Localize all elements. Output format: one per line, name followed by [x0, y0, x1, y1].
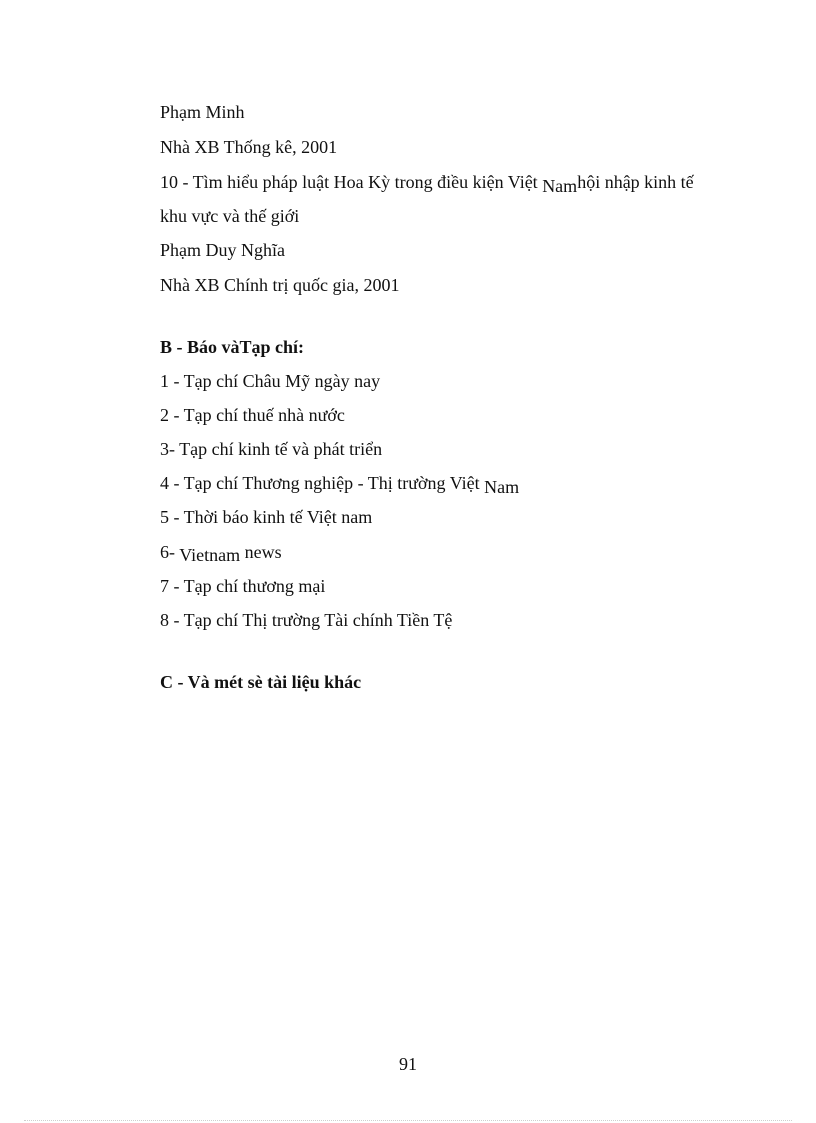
section-b-heading: B - Báo vàTạp chí:	[160, 337, 305, 357]
ref-10-publisher: Nhà XB Chính trị quốc gia, 2001	[160, 275, 400, 295]
section-b-item-4-text: 4 - Tạp chí Thương nghiệp - Thị trường Việt	[160, 473, 480, 493]
section-b-item-6-word-1: Vietnam	[179, 545, 241, 565]
section-b-item-5: 5 - Thời báo kinh tế Việt nam	[160, 507, 373, 527]
ref-10-title	[160, 171, 694, 196]
section-b-item-2: 2 - Tạp chí thuế nhà nước	[160, 405, 345, 425]
section-c-heading: C - Và mét sè tài liệu khác	[160, 672, 362, 692]
ref-9-publisher: Nhà XB Thống kê, 2001	[160, 137, 338, 157]
section-b-item-6-word-2: news	[244, 542, 282, 562]
section-b-item-8: 8 - Tạp chí Thị trường Tài chính Tiền Tệ	[160, 610, 453, 630]
page-bottom-divider	[24, 1120, 792, 1121]
section-b-item-6	[160, 541, 282, 563]
section-b-item-4	[160, 472, 520, 497]
ref-10-title-continued: khu vực và thế giới	[160, 206, 300, 226]
ref-10-author: Phạm Duy Nghĩa	[160, 240, 285, 260]
section-b-item-7: 7 - Tạp chí thương mại	[160, 576, 326, 596]
ref-10-title-part-a: 10 - Tìm hiểu pháp luật Hoa Kỳ trong điều kiện Việt	[160, 172, 538, 192]
ref-10-title-part-c: hội nhập kinh tế	[577, 172, 694, 192]
section-b-item-1: 1 - Tạp chí Châu Mỹ ngày nay	[160, 371, 381, 391]
section-b-item-6-number: 6-	[160, 542, 175, 562]
page-number: 91	[399, 1054, 417, 1074]
ref-10-title-part-b: Nam	[542, 176, 578, 196]
section-b-item-3: 3- Tạp chí kinh tế và phát triển	[160, 439, 383, 459]
section-b-item-4-suffix: Nam	[484, 477, 520, 497]
ref-9-author: Phạm Minh	[160, 102, 245, 122]
